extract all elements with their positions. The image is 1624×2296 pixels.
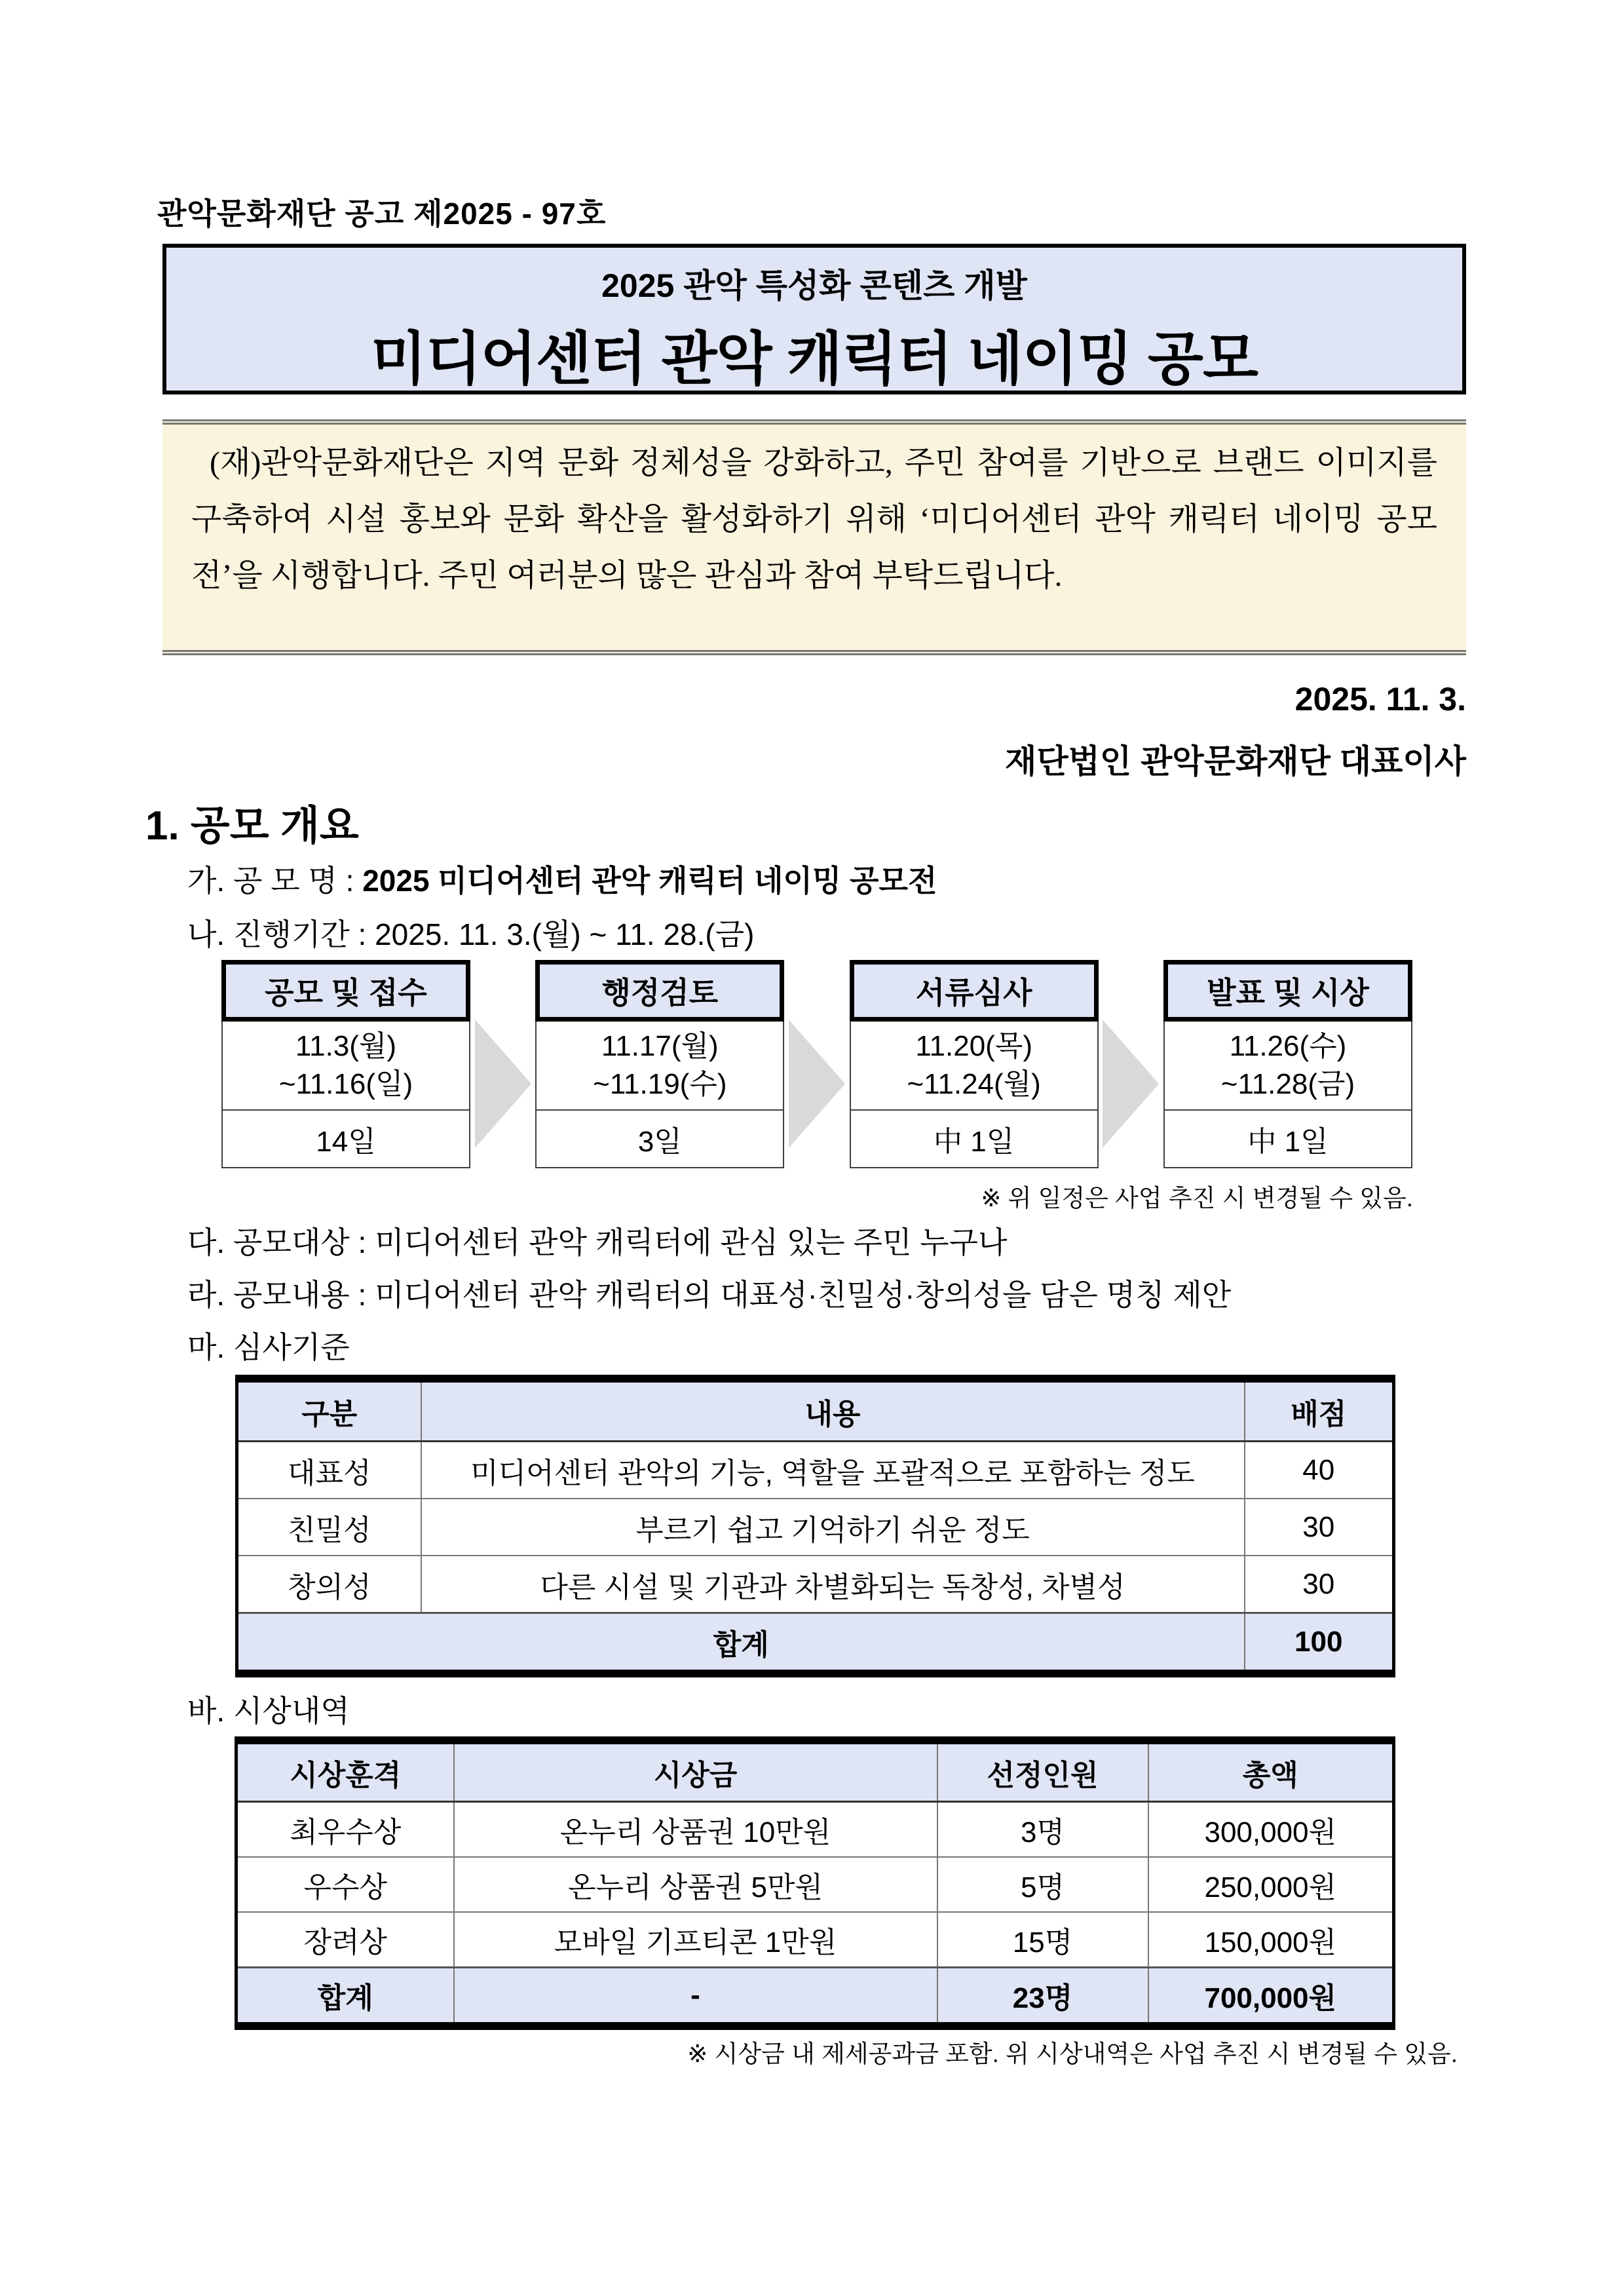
criteria-description: 미디어센터 관악의 기능, 역할을 포괄적으로 포함하는 정도 bbox=[421, 1442, 1245, 1499]
criteria-description: 다른 시설 및 기관과 차별화되는 독창성, 차별성 bbox=[421, 1556, 1245, 1613]
timeline-step-title: 서류심사 bbox=[850, 960, 1099, 1022]
awards-total-prize: - bbox=[454, 1968, 937, 2027]
timeline-step-dates bbox=[851, 1022, 1097, 1111]
title-box-subtitle: 2025 관악 특성화 콘텐츠 개발 bbox=[601, 267, 1027, 304]
timeline-step-date-end: ~11.19(수) bbox=[593, 1068, 727, 1100]
table-row bbox=[236, 1912, 1394, 1968]
criteria-points: 40 bbox=[1245, 1442, 1394, 1499]
item-contest-name bbox=[187, 857, 937, 900]
timeline-flowchart bbox=[221, 960, 1412, 1168]
timeline-step-apply bbox=[221, 960, 470, 1168]
awards-total-row bbox=[236, 1968, 1394, 2027]
section-1-heading: 1. 공모 개요 bbox=[145, 803, 359, 849]
criteria-category: 친밀성 bbox=[237, 1499, 421, 1556]
awards-rank: 장려상 bbox=[236, 1912, 454, 1968]
awards-prize: 온누리 상품권 10만원 bbox=[454, 1802, 937, 1858]
table-row bbox=[237, 1556, 1394, 1613]
criteria-description: 부르기 쉽고 기억하기 쉬운 정도 bbox=[421, 1499, 1245, 1556]
arrow-right-icon bbox=[789, 1020, 845, 1148]
timeline-step-admin-review bbox=[535, 960, 784, 1168]
notice-number: 관악문화재단 공고 제2025 - 97호 bbox=[157, 197, 607, 231]
arrow-right-icon bbox=[1099, 960, 1163, 1168]
criteria-category: 대표성 bbox=[237, 1442, 421, 1499]
awards-header-prize: 시상금 bbox=[454, 1740, 937, 1802]
timeline-step-body bbox=[850, 1022, 1099, 1168]
awards-amount: 150,000원 bbox=[1148, 1912, 1394, 1968]
timeline-step-date-start: 11.3(월) bbox=[295, 1030, 397, 1062]
intro-paragraph: (재)관악문화재단은 지역 문화 정체성을 강화하고, 주민 참여를 기반으로 브랜드 이미지를 구축하여 시설 홍보와 문화 확산을 활성화하기 위해 ‘미디어센터 관악 캐릭터 네이밍 공모전’을 시행합니다. 주민 여러분의 많은 관심과 참여 부탁드립니다. bbox=[162, 419, 1466, 655]
awards-prize: 온누리 상품권 5만원 bbox=[454, 1857, 937, 1912]
timeline-step-date-start: 11.26(수) bbox=[1229, 1030, 1347, 1062]
awards-count: 5명 bbox=[937, 1857, 1148, 1912]
announcement-signer: 재단법인 관악문화재단 대표이사 bbox=[1005, 743, 1466, 780]
timeline-step-duration: 中 1일 bbox=[1247, 1126, 1329, 1158]
table-row bbox=[237, 1442, 1394, 1499]
criteria-total-row bbox=[237, 1613, 1394, 1674]
awards-rank: 최우수상 bbox=[236, 1802, 454, 1858]
timeline-step-dates bbox=[537, 1022, 783, 1111]
item-contest-name-label: 가. 공 모 명 : bbox=[187, 864, 363, 898]
arrow-right-icon bbox=[475, 1020, 531, 1148]
item-contents: 라. 공모내용 : 미디어센터 관악 캐릭터의 대표성·친밀성·창의성을 담은 명칭 제안 bbox=[187, 1278, 1232, 1312]
timeline-step-date-start: 11.20(목) bbox=[915, 1030, 1032, 1062]
awards-table bbox=[235, 1736, 1395, 2030]
awards-total-label: 합계 bbox=[236, 1968, 454, 2027]
awards-count: 15명 bbox=[937, 1912, 1148, 1968]
timeline-step-date-end: ~11.16(일) bbox=[278, 1068, 413, 1100]
title-box bbox=[162, 244, 1466, 394]
item-contest-name-value: 2025 미디어센터 관악 캐릭터 네이밍 공모전 bbox=[362, 864, 937, 898]
awards-header-count: 선정인원 bbox=[937, 1740, 1148, 1802]
timeline-step-date-end: ~11.28(금) bbox=[1220, 1068, 1355, 1100]
awards-total-count: 23명 bbox=[937, 1968, 1148, 2027]
criteria-header-points: 배점 bbox=[1245, 1379, 1394, 1442]
timeline-step-date-start: 11.17(월) bbox=[601, 1030, 719, 1062]
arrow-right-icon bbox=[784, 960, 849, 1168]
timeline-step-announce-award bbox=[1163, 960, 1412, 1168]
timeline-step-duration: 14일 bbox=[316, 1126, 376, 1158]
criteria-total-points: 100 bbox=[1245, 1613, 1394, 1674]
item-awards-label: 바. 시상내역 bbox=[187, 1694, 350, 1728]
timeline-note: ※ 위 일정은 사업 추진 시 변경될 수 있음. bbox=[981, 1185, 1413, 1212]
timeline-step-title: 발표 및 시상 bbox=[1163, 960, 1412, 1022]
table-row bbox=[236, 1802, 1394, 1858]
table-row bbox=[237, 1499, 1394, 1556]
table-row bbox=[236, 1857, 1394, 1912]
timeline-step-duration: 中 1일 bbox=[934, 1126, 1015, 1158]
awards-note: ※ 시상금 내 제세공과금 포함. 위 시상내역은 사업 추진 시 변경될 수 있음. bbox=[687, 2040, 1458, 2067]
criteria-points: 30 bbox=[1245, 1499, 1394, 1556]
timeline-step-dates bbox=[223, 1022, 469, 1111]
timeline-step-duration: 3일 bbox=[637, 1126, 682, 1158]
awards-amount: 300,000원 bbox=[1148, 1802, 1394, 1858]
criteria-table bbox=[235, 1375, 1395, 1677]
timeline-step-document-judging bbox=[850, 960, 1099, 1168]
announcement-date: 2025. 11. 3. bbox=[1294, 681, 1466, 718]
awards-total-amount: 700,000원 bbox=[1148, 1968, 1394, 2027]
criteria-header-category: 구분 bbox=[237, 1379, 421, 1442]
awards-amount: 250,000원 bbox=[1148, 1857, 1394, 1912]
timeline-step-date-end: ~11.24(월) bbox=[907, 1068, 1041, 1100]
awards-header-row bbox=[236, 1740, 1394, 1802]
item-period: 나. 진행기간 : 2025. 11. 3.(월) ~ 11. 28.(금) bbox=[187, 917, 755, 951]
timeline-step-title: 공모 및 접수 bbox=[221, 960, 470, 1022]
item-criteria-label: 마. 심사기준 bbox=[187, 1330, 350, 1364]
arrow-right-icon bbox=[1103, 1020, 1159, 1148]
timeline-step-body bbox=[535, 1022, 784, 1168]
awards-rank: 우수상 bbox=[236, 1857, 454, 1912]
title-box-title: 미디어센터 관악 캐릭터 네이밍 공모 bbox=[371, 326, 1258, 391]
criteria-header-row bbox=[237, 1379, 1394, 1442]
timeline-step-dates bbox=[1165, 1022, 1411, 1111]
arrow-right-icon bbox=[470, 960, 535, 1168]
criteria-points: 30 bbox=[1245, 1556, 1394, 1613]
item-eligibility: 다. 공모대상 : 미디어센터 관악 캐릭터에 관심 있는 주민 누구나 bbox=[187, 1225, 1008, 1259]
timeline-step-title: 행정검토 bbox=[535, 960, 784, 1022]
awards-count: 3명 bbox=[937, 1802, 1148, 1858]
timeline-step-body bbox=[1163, 1022, 1412, 1168]
criteria-total-label: 합계 bbox=[237, 1613, 1245, 1674]
timeline-step-body bbox=[221, 1022, 470, 1168]
awards-header-rank: 시상훈격 bbox=[236, 1740, 454, 1802]
criteria-category: 창의성 bbox=[237, 1556, 421, 1613]
criteria-header-description: 내용 bbox=[421, 1379, 1245, 1442]
awards-header-total: 총액 bbox=[1148, 1740, 1394, 1802]
awards-prize: 모바일 기프티콘 1만원 bbox=[454, 1912, 937, 1968]
